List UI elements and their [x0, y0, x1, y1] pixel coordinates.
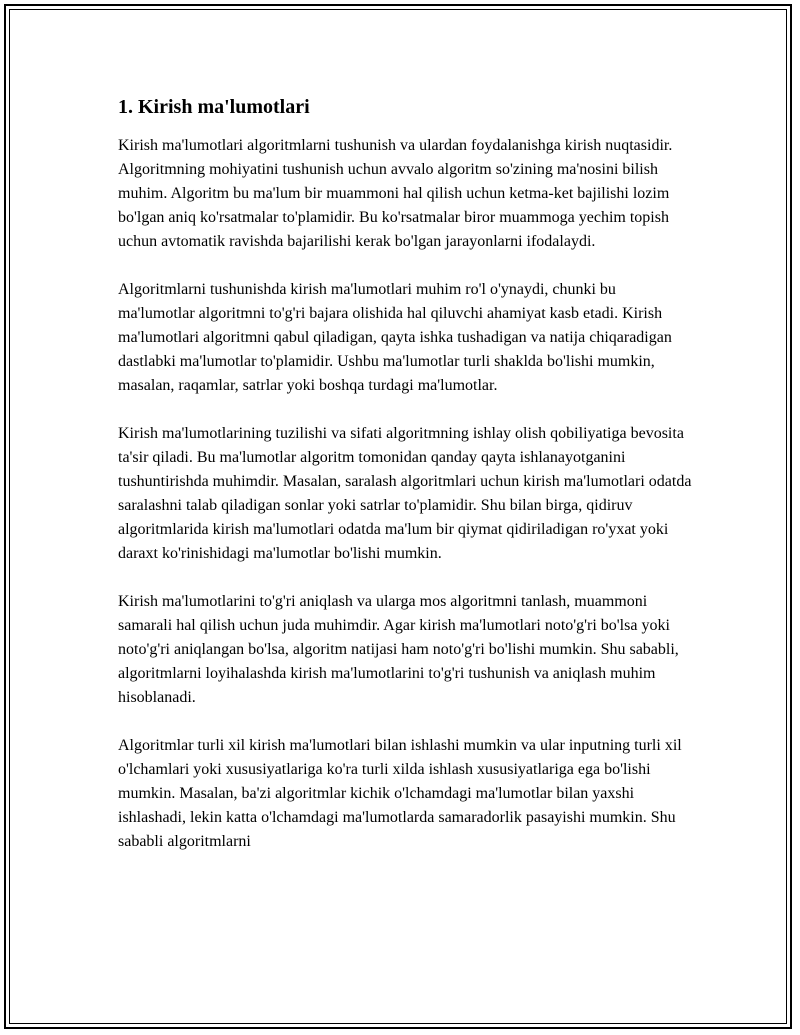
paragraph-5: Algoritmlar turli xil kirish ma'lumotlari bilan ishlashi mumkin va ular inputning turli xil o'lchamlari yoki xususiyatlariga ko'ra turli xilda ishlash xususiyatlariga ega bo'lishi mumkin. Masalan, ba'zi algoritmlar kichik o'lchamdagi ma'lumotlar bilan yaxshi ishlashadi, lekin katta o'lchamdagi ma'lumotlarda samaradorlik pasayishi mumkin. Shu sababli algoritmlarni — [118, 737, 682, 850]
paragraph-1: Kirish ma'lumotlari algoritmlarni tushunish va ulardan foydalanishga kirish nuqtasidir. Algoritmning mohiyatini tushunish uchun avvalo algoritm so'zining ma'nosini bilish muhim. Algoritm bu ma'lum bir muammoni hal qilish uchun ketma-ket bajilishi lozim bo'lgan aniq ko'rsatmalar to'plamidir. Bu ko'rsatmalar biror muammoga yechim topish uchun avtomatik ravishda bajarilishi kerak bo'lgan jarayonlarni ifodalaydi. — [118, 137, 673, 250]
paragraph-2: Algoritmlarni tushunishda kirish ma'lumotlari muhim ro'l o'ynaydi, chunki bu ma'lumotlar algoritmni to'g'ri bajara olishida hal qiluvchi ahamiyat kasb etadi. Kirish ma'lumotlari algoritmni qabul qiladigan, qayta ishka tushadigan va natija chiqaradigan dastlabki ma'lumotlar to'plamidir. Ushbu ma'lumotlar turli shaklda bo'lishi mumkin, masalan, raqamlar, satrlar yoki boshqa turdagi ma'lumotlar. — [118, 281, 672, 394]
section-heading: 1. Kirish ma'lumotlari — [118, 96, 310, 118]
paragraph-3: Kirish ma'lumotlarining tuzilishi va sifati algoritmning ishlay olish qobiliyatiga bevosita ta'sir qiladi. Bu ma'lumotlar algoritm tomonidan qanday qayta ishlanayotganini tushuntirishda muhimdir. Masalan, saralash algoritmlari uchun kirish ma'lumotlari odatda saralashni talab qiladigan sonlar yoki satrlar to'plamidir. Shu bilan birga, qidiruv algoritmlarida kirish ma'lumotlari odatda ma'lum bir qiymat qidiriladigan ro'yxat yoki daraxt ko'rinishidagi ma'lumotlar bo'lishi mumkin. — [118, 425, 692, 562]
document-body — [118, 94, 693, 878]
paragraph-4: Kirish ma'lumotlarini to'g'ri aniqlash va ularga mos algoritmni tanlash, muammoni samarali hal qilish uchun juda muhimdir. Agar kirish ma'lumotlari noto'g'ri bo'lsa yoki noto'g'ri aniqlangan bo'lsa, algoritm natijasi ham noto'g'ri bo'lishi mumkin. Shu sababli, algoritmlarni loyihalashda kirish ma'lumotlarini to'g'ri tushunish va aniqlash muhim hisoblanadi. — [118, 593, 679, 706]
